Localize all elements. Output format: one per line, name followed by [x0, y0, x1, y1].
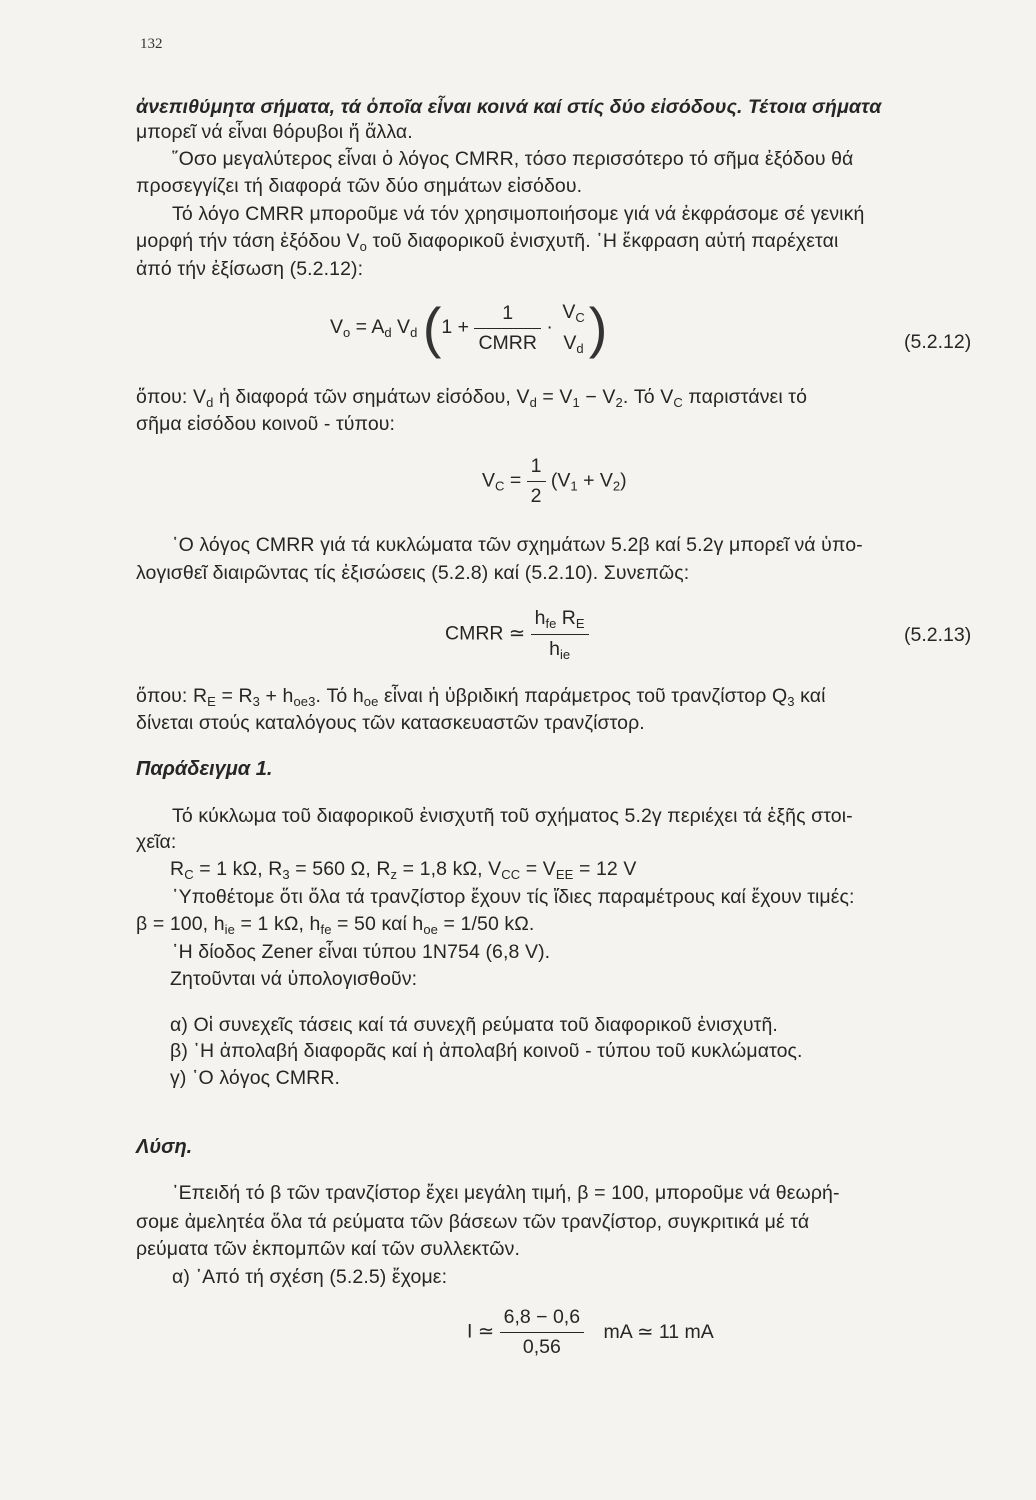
solution-heading: Λύση. [136, 1136, 193, 1158]
text-line: Τό κύκλωμα τοῦ διαφορικοῦ ἐνισχυτῆ τοῦ σχήματος 5.2γ περιέχει τά ἑξῆς στοι- [172, 805, 853, 827]
text-line: σομε ἀμελητέα ὅλα τά ρεύματα τῶν βάσεων τῶν τρανζίστορ, συγκριτικά μέ τά [136, 1211, 810, 1233]
text-line: ὅπου: $V_d$ ἡ διαφορά τῶν σημάτων εἰσόδου, $V_d = V_1 - V_2$. Τό $V_C$ παριστάνει τό [136, 386, 808, 410]
text-line: $R_C = 1$ kΩ, $R_3 = 560$ Ω, $R_z = 1,8$ kΩ, $V_{CC} = V_{EE} = 12$ V [170, 858, 637, 882]
text-line: ρεύματα τῶν ἐκπομπῶν καί τῶν συλλεκτῶν. [136, 1238, 520, 1260]
text-line: ὅπου: $R_E = R_3 + h_{oe3}$. Τό $h_{oe}$ εἶναι ἡ ὑβριδική παράμετρος τοῦ τρανζίστορ $Q_3$ καί [136, 685, 826, 709]
text-line: ῞Οσο μεγαλύτερος εἶναι ὁ λόγος CMRR, τόσο περισσότερο τό σῆμα ἐξόδου θά [172, 148, 854, 170]
equation-current: I ≃ $\frac{6,8 - 0,6}{0,56}$ mA ≃ 11 mA [467, 1306, 714, 1358]
text-line: χεῖα: [136, 831, 177, 853]
equation-5-2-12: $V_o = A_d$ $V_d$ (1 + $\frac{1}{\text{CMRR}}$ · $V_C$ $V_d$ ) [330, 296, 608, 359]
text-line: σῆμα εἰσόδου κοινοῦ - τύπου: [136, 413, 396, 435]
text-line: β = 100, $h_{ie} = 1$ kΩ, $h_{fe} = 50$ καί $h_{oe} = 1/50$ kΩ. [136, 913, 535, 937]
text-line: Ζητοῦνται νά ὑπολογισθοῦν: [170, 968, 418, 990]
text-line: μπορεῖ νά εἶναι θόρυβοι ἤ ἄλλα. [136, 121, 413, 143]
text-line: ἀνεπιθύμητα σήματα, τά ὁποῖα εἶναι κοινά καί στίς δύο εἰσόδους. Τέτοια σήματα [136, 96, 882, 118]
text-line: ᾿Επειδή τό β τῶν τρανζίστορ ἔχει μεγάλη τιμή, β = 100, μποροῦμε νά θεωρή- [172, 1182, 840, 1204]
text-line: λογισθεῖ διαιρῶντας τίς ἐξισώσεις (5.2.8) καί (5.2.10). Συνεπῶς: [136, 562, 690, 584]
equation-5-2-13: CMRR ≃ $\frac{h_{fe} R_E}{h_{ie}}$ [445, 607, 589, 662]
text-line: ῾Υποθέτομε ὅτι ὅλα τά τρανζίστορ ἔχουν τίς ἴδιες παραμέτρους καί ἔχουν τιμές: [172, 886, 855, 908]
text-line: ῾Ο λόγος CMRR γιά τά κυκλώματα τῶν σχημάτων 5.2β καί 5.2γ μπορεῖ νά ὑπο- [172, 534, 863, 556]
text-line: ἀπό τήν ἐξίσωση (5.2.12): [136, 258, 364, 280]
text-line: γ) ῾Ο λόγος CMRR. [170, 1067, 341, 1089]
text-line: α) Οἱ συνεχεῖς τάσεις καί τά συνεχῆ ρεύματα τοῦ διαφορικοῦ ἐνισχυτῆ. [170, 1014, 778, 1036]
equation-vc: $V_C$ = $\frac{1}{2}$ $(V_1 + V_2)$ [482, 455, 627, 507]
text-line: προσεγγίζει τή διαφορά τῶν δύο σημάτων εἰσόδου. [136, 175, 583, 197]
text-line: μορφή τήν τάση ἐξόδου $V_o$ τοῦ διαφορικοῦ ἐνισχυτῆ. ῾Η ἔκφραση αὐτή παρέχεται [136, 230, 839, 254]
text-line: δίνεται στούς καταλόγους τῶν κατασκευαστῶν τρανζίστορ. [136, 712, 645, 734]
equation-number: (5.2.13) [904, 624, 972, 646]
text-line: β) ῾Η ἀπολαβή διαφορᾶς καί ἡ ἀπολαβή κοινοῦ - τύπου τοῦ κυκλώματος. [170, 1040, 803, 1062]
text-line: Τό λόγο CMRR μποροῦμε νά τόν χρησιμοποιήσομε γιά νά ἐκφράσομε σέ γενική [172, 203, 865, 225]
text-line: α) ᾿Από τή σχέση (5.2.5) ἔχομε: [172, 1266, 448, 1288]
page-number: 132 [140, 36, 163, 52]
equation-number: (5.2.12) [904, 331, 972, 353]
example-heading: Παράδειγμα 1. [136, 758, 273, 780]
text-line: ῾Η δίοδος Zener εἶναι τύπου 1N754 (6,8 V). [172, 941, 551, 963]
